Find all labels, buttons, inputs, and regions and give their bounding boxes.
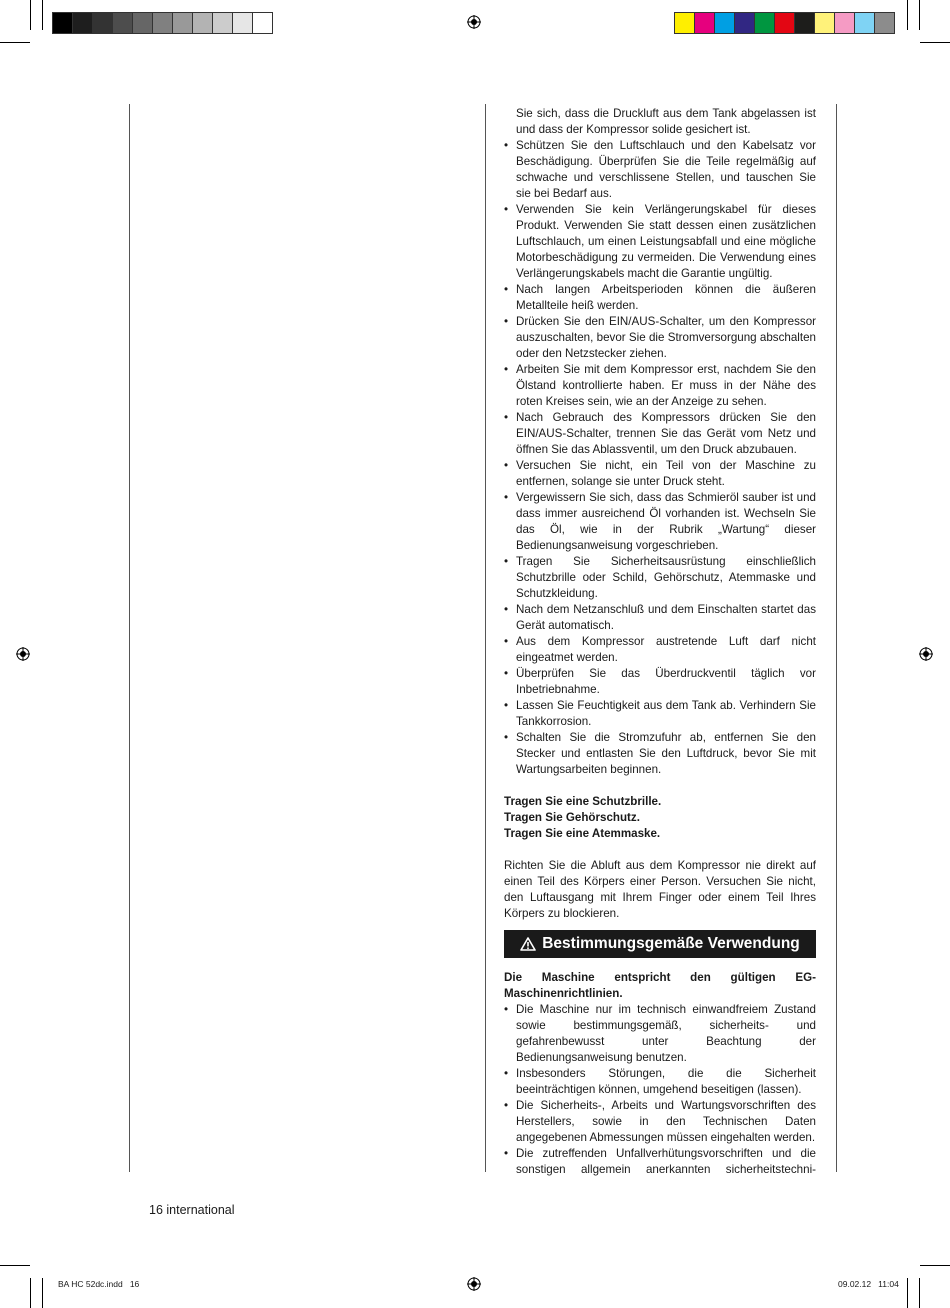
crop-mark bbox=[0, 1265, 30, 1266]
column-rule-middle bbox=[485, 104, 486, 1172]
crop-mark bbox=[919, 1278, 920, 1308]
color-swatch bbox=[855, 13, 875, 33]
list-item: • Die Maschine nur im technisch einwandfreiem Zustand sowie bestimmungsgemäß, sicherheits- und gefahrenbewusst unter Beachtung der Bedienungsanweisung benutzen. bbox=[504, 1002, 816, 1066]
warning-paragraph: Richten Sie die Abluft aus dem Kompressor nie direkt auf einen Teil des Körpers einer Person. Versuchen Sie nicht, den Luftausgang mit Ihrem Finger oder einem Teil Ihres Körpers zu blockieren. bbox=[504, 859, 816, 920]
page-footer bbox=[149, 1203, 235, 1217]
section-heading-text: Bestimmungsgemäße Verwendung bbox=[542, 935, 800, 952]
color-swatch bbox=[675, 13, 695, 33]
slug-filename: BA HC 52dc.indd 16 bbox=[58, 1279, 140, 1289]
color-swatch bbox=[213, 13, 233, 33]
list-item: • Drücken Sie den EIN/AUS-Schalter, um den Kompressor auszuschalten, bevor Sie die Stromversorgung abschalten oder den Netzstecker ziehen. bbox=[504, 314, 816, 362]
list-item: • Aus dem Kompressor austretende Luft darf nicht eingeatmet werden. bbox=[504, 634, 816, 666]
color-swatch bbox=[253, 13, 272, 33]
list-item: • Überprüfen Sie das Überdruckventil täglich vor Inbetriebnahme. bbox=[504, 666, 816, 698]
color-swatch bbox=[715, 13, 735, 33]
ppe-notice-mask: Tragen Sie eine Atemmaske. bbox=[504, 827, 661, 840]
color-swatch bbox=[755, 13, 775, 33]
column-rule-left bbox=[129, 104, 130, 1172]
color-swatch bbox=[73, 13, 93, 33]
list-item: • Die zutreffenden Unfallverhütungsvorschriften und die sonstigen allgemein anerkannten sicherheitstechni- bbox=[504, 1146, 816, 1178]
list-item: • Arbeiten Sie mit dem Kompressor erst, nachdem Sie den Ölstand kontrollierte haben. Er muss in der Nähe des roten Kreises sein, wie an der Anzeige zu sehen. bbox=[504, 362, 816, 410]
section-heading bbox=[504, 930, 816, 958]
ppe-notice-goggles: Tragen Sie eine Schutzbrille. bbox=[504, 795, 662, 808]
grayscale-color-bar bbox=[52, 12, 273, 34]
crop-mark bbox=[30, 1278, 31, 1308]
crop-mark bbox=[0, 42, 30, 43]
list-item: • Schalten Sie die Stromzufuhr ab, entfernen Sie den Stecker und entlasten Sie den Luftdruck, bevor Sie mit Wartungsarbeiten beginnen. bbox=[504, 730, 816, 778]
list-item: • Nach langen Arbeitsperioden können die äußeren Metallteile heiß werden. bbox=[504, 282, 816, 314]
crop-mark bbox=[42, 0, 43, 30]
slug-timestamp: 09.02.12 11:04 bbox=[838, 1279, 899, 1289]
page-number: 16 bbox=[149, 1203, 163, 1217]
crop-mark bbox=[919, 0, 920, 30]
registration-mark-icon bbox=[467, 1277, 481, 1291]
list-item: • Insbesonders Störungen, die die Sicherheit beeinträchtigen können, umgehend beseitigen (lassen). bbox=[504, 1066, 816, 1098]
registration-mark-icon bbox=[919, 647, 933, 661]
list-item: • Versuchen Sie nicht, ein Teil von der Maschine zu entfernen, solange sie unter Druck steht. bbox=[504, 458, 816, 490]
crop-mark bbox=[42, 1278, 43, 1308]
footer-section: international bbox=[166, 1203, 235, 1217]
color-swatch bbox=[173, 13, 193, 33]
color-swatch bbox=[775, 13, 795, 33]
column-rule-right bbox=[836, 104, 837, 1172]
color-swatch bbox=[193, 13, 213, 33]
usage-bullet-list bbox=[504, 1002, 816, 1178]
color-swatch bbox=[835, 13, 855, 33]
color-swatch bbox=[93, 13, 113, 33]
list-item: • Verwenden Sie kein Verlängerungskabel für dieses Produkt. Verwenden Sie statt dessen einen zusätzlichen Luftschlauch, um einen Leistungsabfall und eine mögliche Motorbeschädigung zu vermeiden. Die Verwendung eines Verlängerungskabels macht die Garantie ungültig. bbox=[504, 202, 816, 282]
list-item: • Die Sicherheits-, Arbeits und Wartungsvorschriften des Herstellers, sowie in den Technischen Daten angegebenen Abmessungen müssen eingehalten werden. bbox=[504, 1098, 816, 1146]
list-item: • Tragen Sie Sicherheitsausrüstung einschließlich Schutzbrille oder Schild, Gehörschutz, Atemmaske und Schutzkleidung. bbox=[504, 554, 816, 602]
directive-subheading: Die Maschine entspricht den gültigen EG-Maschinenrichtlinien. bbox=[504, 971, 816, 1000]
crop-mark bbox=[920, 1265, 950, 1266]
color-swatch bbox=[113, 13, 133, 33]
warning-triangle-icon bbox=[520, 937, 536, 951]
process-color-bar bbox=[674, 12, 895, 34]
color-swatch bbox=[233, 13, 253, 33]
color-swatch bbox=[695, 13, 715, 33]
color-swatch bbox=[53, 13, 73, 33]
list-item: • Nach dem Netzanschluß und dem Einschalten startet das Gerät automatisch. bbox=[504, 602, 816, 634]
intro-continuation: Sie sich, dass die Druckluft aus dem Tank abgelassen ist und dass der Kompressor solide gesichert ist. bbox=[516, 107, 816, 136]
color-swatch bbox=[815, 13, 835, 33]
list-item: • Lassen Sie Feuchtigkeit aus dem Tank ab. Verhindern Sie Tankkorrosion. bbox=[504, 698, 816, 730]
crop-mark bbox=[907, 1278, 908, 1308]
list-item: • Nach Gebrauch des Kompressors drücken Sie den EIN/AUS-Schalter, trennen Sie das Gerät vom Netz und öffnen Sie das Ablassventil, um den Druck abzubauen. bbox=[504, 410, 816, 458]
safety-bullet-list bbox=[504, 138, 816, 778]
ppe-notice-hearing: Tragen Sie Gehörschutz. bbox=[504, 811, 640, 824]
color-swatch bbox=[133, 13, 153, 33]
list-item: • Vergewissern Sie sich, dass das Schmieröl sauber ist und dass immer ausreichend Öl vorhanden ist. Wechseln Sie das Öl, wie in der Rubrik „Wartung“ dieser Bedienungsanweisung vorgeschrieben. bbox=[504, 490, 816, 554]
color-swatch bbox=[795, 13, 815, 33]
crop-mark bbox=[920, 42, 950, 43]
color-swatch bbox=[875, 13, 894, 33]
crop-mark bbox=[30, 0, 31, 30]
crop-mark bbox=[907, 0, 908, 30]
list-item: • Schützen Sie den Luftschlauch und den Kabelsatz vor Beschädigung. Überprüfen Sie die Teile regelmäßig auf schwache und verschlissene Stellen, und tauschen Sie sie bei Bedarf aus. bbox=[504, 138, 816, 202]
registration-mark-icon bbox=[16, 647, 30, 661]
registration-mark-icon bbox=[467, 15, 481, 29]
color-swatch bbox=[153, 13, 173, 33]
color-swatch bbox=[735, 13, 755, 33]
text-column bbox=[504, 106, 816, 1178]
